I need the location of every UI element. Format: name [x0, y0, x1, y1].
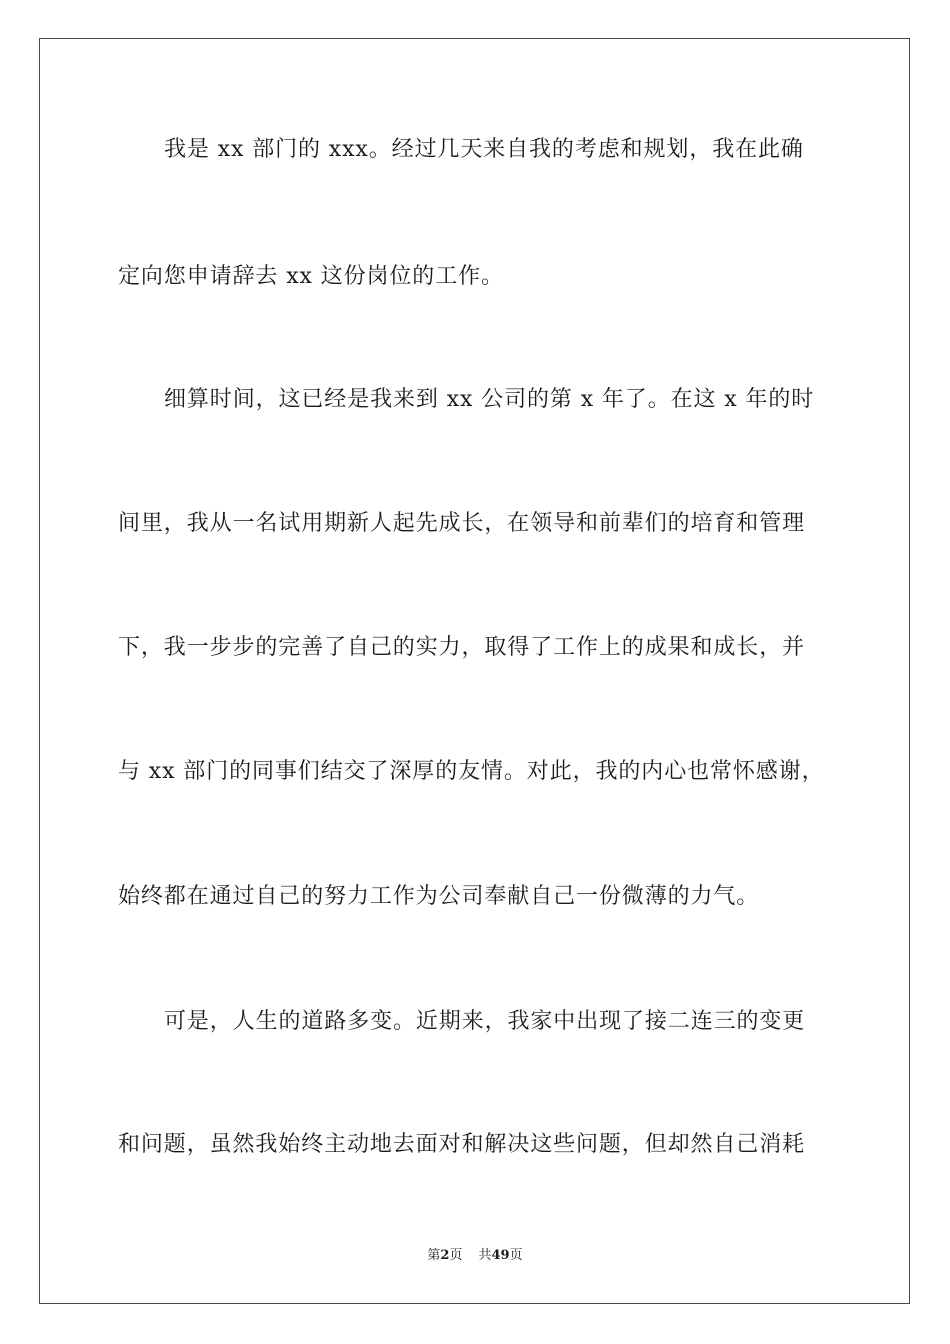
- paragraph-2-line-1: 细算时间，这已经是我来到 xx 公司的第 x 年了。在这 x 年的时: [164, 387, 815, 412]
- page-prefix: 第: [427, 1248, 441, 1263]
- paragraph-2-line-3: 下，我一步步的完善了自己的实力，取得了工作上的成果和成长，并: [118, 635, 806, 660]
- total-suffix: 页: [509, 1248, 523, 1263]
- page-footer: [0, 1247, 950, 1265]
- paragraph-2-line-5: 始终都在通过自己的努力工作为公司奉献自己一份微薄的力气。: [118, 884, 760, 909]
- page-border: [39, 38, 910, 1304]
- paragraph-1-line-2: 定向您申请辞去 xx 这份岗位的工作。: [118, 264, 504, 289]
- page-suffix: 页: [449, 1248, 463, 1263]
- total-prefix: 共: [478, 1248, 492, 1263]
- paragraph-3-line-2: 和问题，虽然我始终主动地去面对和解决这些问题，但却然自己消耗: [118, 1132, 806, 1157]
- paragraph-2-line-2: 间里，我从一名试用期新人起先成长，在领导和前辈们的培育和管理: [118, 511, 806, 536]
- paragraph-2-line-4: 与 xx 部门的同事们结交了深厚的友情。对此，我的内心也常怀感谢，: [118, 759, 825, 784]
- paragraph-3-line-1: 可是，人生的道路多变。近期来，我家中出现了接二连三的变更: [164, 1009, 806, 1034]
- total-page-count: 49: [491, 1248, 510, 1263]
- paragraph-1-line-1: 我是 xx 部门的 xxx。经过几天来自我的考虑和规划，我在此确: [164, 137, 804, 162]
- current-page-number: 2: [440, 1248, 450, 1263]
